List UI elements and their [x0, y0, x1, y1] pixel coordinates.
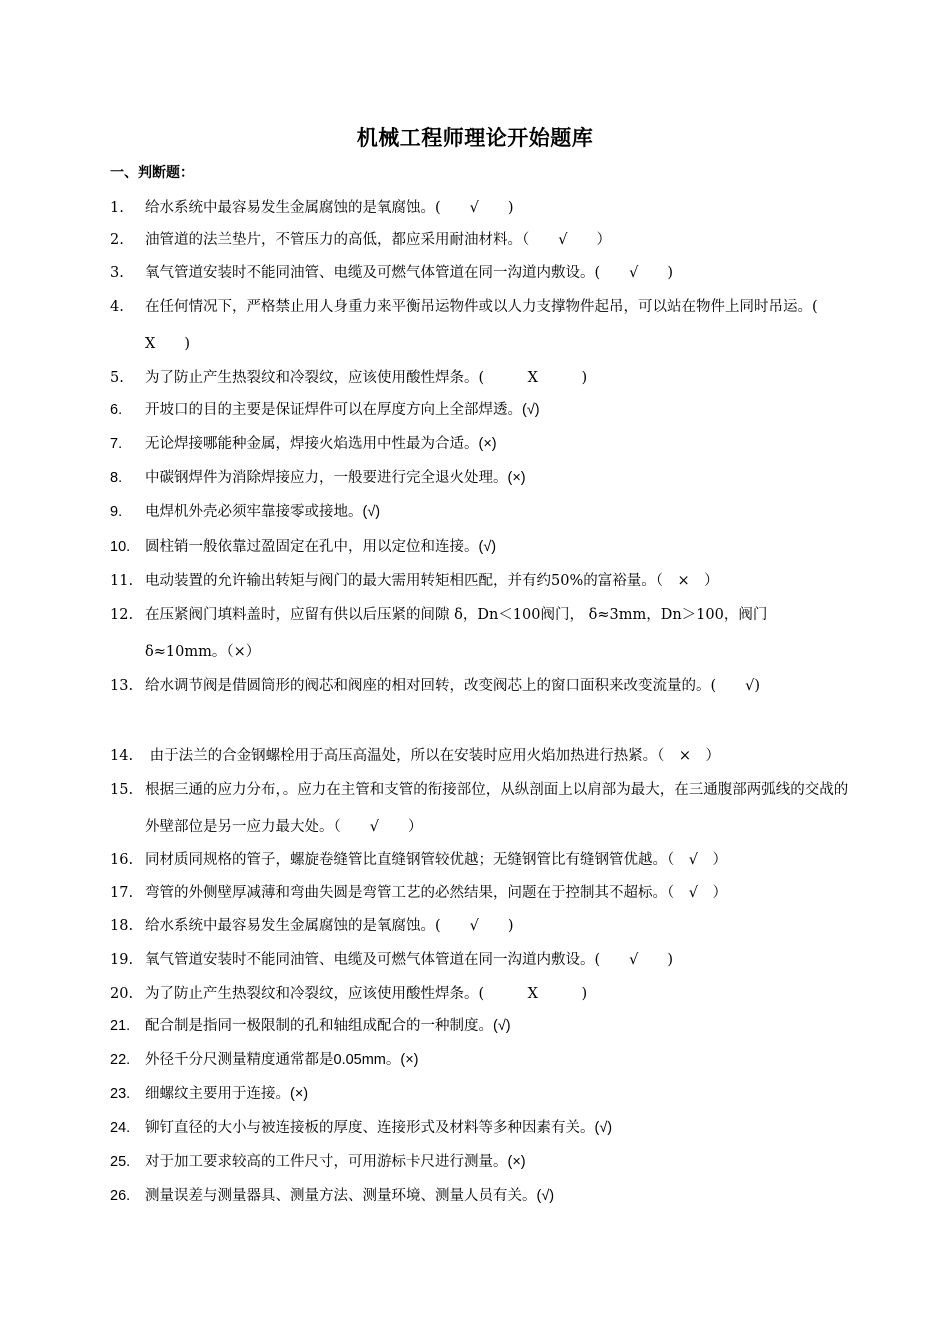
question-item	[110, 883, 852, 903]
question-number: 7.	[110, 436, 123, 452]
question-text: 外径千分尺测量精度通常都是0.05mm。(×)	[145, 1052, 419, 1068]
question-number: 13.	[110, 678, 134, 694]
question-item	[110, 605, 852, 671]
question-text: 细螺纹主要用于连接。(×)	[145, 1086, 309, 1102]
question-item	[110, 297, 852, 363]
question-number: 11.	[110, 573, 134, 589]
question-item	[110, 1186, 852, 1206]
question-text: 为了防止产生热裂纹和冷裂纹，应该使用酸性焊条。( X )	[145, 986, 588, 1002]
question-item	[110, 400, 852, 420]
question-item	[110, 676, 852, 705]
question-item	[110, 468, 852, 488]
question-number: 10.	[110, 539, 131, 555]
question-number: 4.	[110, 299, 124, 315]
question-text: 配合制是指同一极限制的孔和轴组成配合的一种制度。(√)	[145, 1018, 511, 1034]
question-number: 3.	[110, 265, 124, 281]
question-number: 25.	[110, 1154, 131, 1170]
question-number: 23.	[110, 1086, 131, 1102]
question-text: 给水系统中最容易发生金属腐蚀的是氧腐蚀。( √ )	[145, 200, 514, 216]
question-text: 由于法兰的合金钢螺栓用于高压高温处，所以在安装时应用火焰加热进行热紧。（ × ）	[145, 748, 721, 764]
question-item	[110, 537, 852, 557]
question-number: 19.	[110, 952, 134, 968]
question-text: 弯管的外侧壁厚减薄和弯曲失圆是弯管工艺的必然结果，问题在于控制其不超标。（ √ ）	[145, 885, 727, 901]
question-text: 氧气管道安装时不能同油管、电缆及可燃气体管道在同一沟道内敷设。( √ )	[145, 265, 674, 281]
document-title: 机械工程师理论开始题库	[356, 126, 594, 150]
question-text: 中碳钢焊件为消除焊接应力，一般要进行完全退火处理。(×)	[145, 470, 526, 486]
question-item	[110, 263, 852, 283]
question-item	[110, 230, 852, 250]
question-text: 给水调节阀是借圆筒形的阀芯和阀座的相对回转，改变阀芯上的窗口面积来改变流量的。( √)	[145, 678, 761, 694]
question-text: 在压紧阀门填料盖时，应留有供以后压紧的间隙 δ，Dn＜100阀门， δ≈3mm，Dn＞100，阀门 δ≈10mm。（×）	[145, 607, 772, 660]
question-number: 9.	[110, 504, 123, 520]
question-number: 15.	[110, 782, 134, 798]
question-number: 17.	[110, 885, 134, 901]
question-number: 12.	[110, 607, 134, 623]
question-text: 给水系统中最容易发生金属腐蚀的是氧腐蚀。( √ )	[145, 918, 514, 934]
question-item	[110, 434, 852, 454]
question-number: 1.	[110, 200, 124, 216]
question-text: 圆柱销一般依靠过盈固定在孔中，用以定位和连接。(√)	[145, 539, 497, 555]
question-number: 26.	[110, 1188, 131, 1204]
question-text: 油管道的法兰垫片，不管压力的高低，都应采用耐油材料。（ √ ）	[145, 232, 611, 248]
question-item	[110, 984, 852, 1004]
question-text: 在任何情况下，严格禁止用人身重力来平衡吊运物件或以人力支撑物件起吊，可以站在物件上同时吊运。( X )	[145, 299, 847, 352]
question-item	[110, 850, 852, 870]
question-item	[110, 368, 852, 388]
question-text: 为了防止产生热裂纹和冷裂纹，应该使用酸性焊条。( X )	[145, 370, 588, 386]
question-text: 测量误差与测量器具、测量方法、测量环境、测量人员有关。(√)	[145, 1188, 555, 1204]
question-number: 18.	[110, 918, 134, 934]
question-text: 对于加工要求较高的工件尺寸，可用游标卡尺进行测量。(×)	[145, 1154, 526, 1170]
question-number: 24.	[110, 1120, 131, 1136]
question-item	[110, 502, 852, 522]
question-text: 电焊机外壳必须牢靠接零或接地。(√)	[145, 504, 381, 520]
question-item	[110, 950, 852, 970]
question-number: 20.	[110, 986, 134, 1002]
question-text: 铆钉直径的大小与被连接板的厚度、连接形式及材料等多种因素有关。(√)	[145, 1120, 613, 1136]
question-item	[110, 780, 852, 846]
question-item	[110, 1118, 852, 1138]
question-number: 6.	[110, 402, 123, 418]
question-text: 开坡口的目的主要是保证焊件可以在厚度方向上全部焊透。(√)	[145, 402, 540, 418]
question-text: 无论焊接哪能种金属，焊接火焰选用中性最为合适。(×)	[145, 436, 497, 452]
question-item	[110, 1152, 852, 1172]
question-item	[110, 1016, 852, 1036]
question-item	[110, 1084, 852, 1104]
question-number: 14.	[110, 748, 134, 764]
question-text: 同材质同规格的管子，螺旋卷缝管比直缝钢管较优越；无缝钢管比有缝钢管优越。（ √ ）	[145, 852, 727, 868]
section-heading: 一、判断题：	[110, 165, 194, 181]
question-item	[110, 916, 852, 936]
question-text: 电动装置的允许输出转矩与阀门的最大需用转矩相匹配，并有约50%的富裕量。（ × ）	[145, 573, 719, 589]
question-number: 2.	[110, 232, 124, 248]
question-number: 21.	[110, 1018, 131, 1034]
question-number: 22.	[110, 1052, 131, 1068]
question-number: 5.	[110, 370, 124, 386]
question-item	[110, 571, 852, 591]
question-number: 16.	[110, 852, 134, 868]
question-item	[110, 198, 852, 218]
question-text: 氧气管道安装时不能同油管、电缆及可燃气体管道在同一沟道内敷设。( √ )	[145, 952, 674, 968]
question-item	[110, 746, 852, 766]
question-item	[110, 1050, 852, 1070]
question-text: 根据三通的应力分布，。应力在主管和支管的衔接部位，从纵剖面上以肩部为最大，在三通腹部两弧线的交战的外壁部位是另一应力最大处。（ √ ）	[145, 782, 849, 835]
question-number: 8.	[110, 470, 123, 486]
